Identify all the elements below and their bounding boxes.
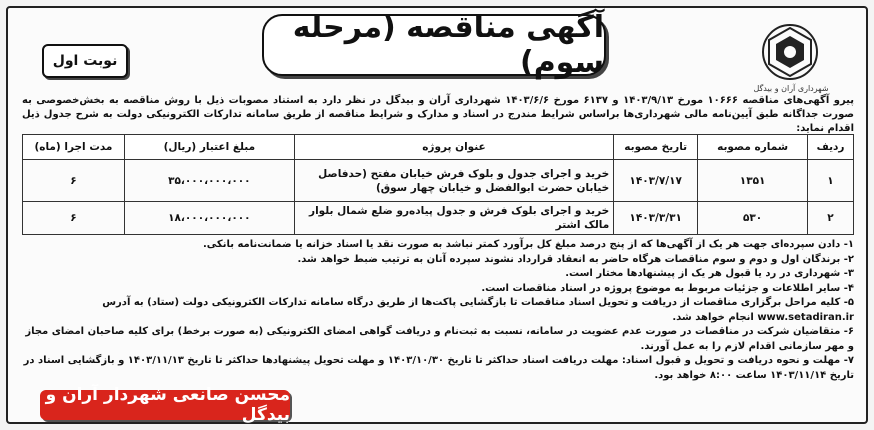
signature-banner: محسن صانعی شهردار آران و بیدگل [40,390,290,420]
cell-budget: ۱۸،۰۰۰،۰۰۰،۰۰۰ [124,202,294,235]
cell-resolution-number: ۵۳۰ [698,202,808,235]
logo-caption: شهرداری آران و بیدگل [753,84,829,93]
table-header-row [23,135,854,160]
condition-item: ۶- متقاضیان شرکت در مناقصات در صورت عدم عضویت در سامانه، نسبت به ثبت‌نام و دریافت گواهی امضای الکترونیکی (به صورت برخط) برای کلیه صاحبان امضای مجاز و مهر سازمانی اقدام لازم را به عمل آورند. [25,326,854,352]
header-duration: مدت اجرا (ماه) [23,135,125,160]
title-box [262,10,606,80]
notice-title: آگهی مناقصه (مرحله سوم) [292,10,604,80]
intro-paragraph: پیرو آگهی‌های مناقصه ۱۰۶۶۶ مورخ ۱۴۰۳/۹/۱۳ و ۶۱۳۷ مورخ ۱۴۰۳/۶/۶ شهرداری آران و بیدگل در نظر دارد به استناد مصوبات ذیل با روش مناقصه به بخش‌خصوصی به صورت جداگانه طبق آیین‌نامه مالی شهرداری‌ها براساس شرایط مندرج در اسناد و مدارک و شرایط مناقصه از طریق سامانه تدارکات الکترونیکی دولت به شرح جدول ذیل اقدام نماید: [22,95,855,134]
cell-project-title: خرید و اجرای بلوک فرش و جدول پیاده‌رو ضلع شمال بلوار مالک اشتر [294,202,613,235]
cell-row-number: ۱ [808,160,854,202]
condition-item: ۱- دادن سپرده‌ای جهت هر یک از آگهی‌ها که از پنج درصد مبلغ کل برآورد کمتر نباشد به صورت نقد یا اسناد خزانه یا ضمانت‌نامه بانکی. [203,239,854,250]
conditions-list [22,238,854,383]
cell-project-title: خرید و اجرای جدول و بلوک فرش خیابان مفتح (حدفاصل خیابان حضرت ابوالفضل و خیابان چهار سوق) [294,160,613,202]
table-row [23,160,854,202]
condition-item: ۲- برندگان اول و دوم و سوم مناقصات هرگاه حاضر به انعقاد قرارداد نشوند سپرده آنان به ترتیب ضبط خواهد شد. [297,253,854,265]
header-project-title: عنوان پروژه [294,135,613,160]
cell-duration: ۶ [23,202,125,235]
cell-resolution-date: ۱۴۰۳/۳/۳۱ [614,202,698,235]
cell-duration: ۶ [23,160,125,202]
header-resolution-date: تاریخ مصوبه [614,135,698,160]
cell-resolution-date: ۱۴۰۳/۷/۱۷ [614,160,698,202]
header-budget: مبلغ اعتبار (ریال) [124,135,294,160]
tender-table [22,134,854,235]
condition-item: ۵- کلیه مراحل برگزاری مناقصات از دریافت و تحویل اسناد مناقصات تا بازگشایی پاکت‌ها از طریق درگاه سامانه تدارکات الکترونیکی دولت (ستاد) به آدرس www.setadiran.ir انجام خواهد شد. [102,297,854,323]
condition-item: ۳- شهرداری در رد یا قبول هر یک از پیشنهادها مختار است. [565,268,854,279]
municipality-logo-icon [760,22,820,82]
header-row-number: ردیف [808,135,854,160]
cell-resolution-number: ۱۳۵۱ [698,160,808,202]
round-badge: نوبت اول [42,44,128,78]
header-resolution-number: شماره مصوبه [698,135,808,160]
table-row [23,202,854,235]
condition-item: ۴- سایر اطلاعات و جزئیات مربوط به موضوع پروژه در اسناد مناقصات است. [481,282,854,294]
condition-item: ۷- مهلت و نحوه دریافت و تحویل و قبول اسناد: مهلت دریافت اسناد حداکثر تا تاریخ ۱۴۰۳/۱۰/۳۰ و مهلت تحویل پیشنهادها حداکثر تا تاریخ ۱۴۰۳/۱۱/۱۳ و بازگشایی اسناد در تاریخ ۱۴۰۳/۱۱/۱۴ ساعت ۸:۰۰ خواهد بود. [23,355,854,381]
cell-budget: ۳۵،۰۰۰،۰۰۰،۰۰۰ [124,160,294,202]
cell-row-number: ۲ [808,202,854,235]
